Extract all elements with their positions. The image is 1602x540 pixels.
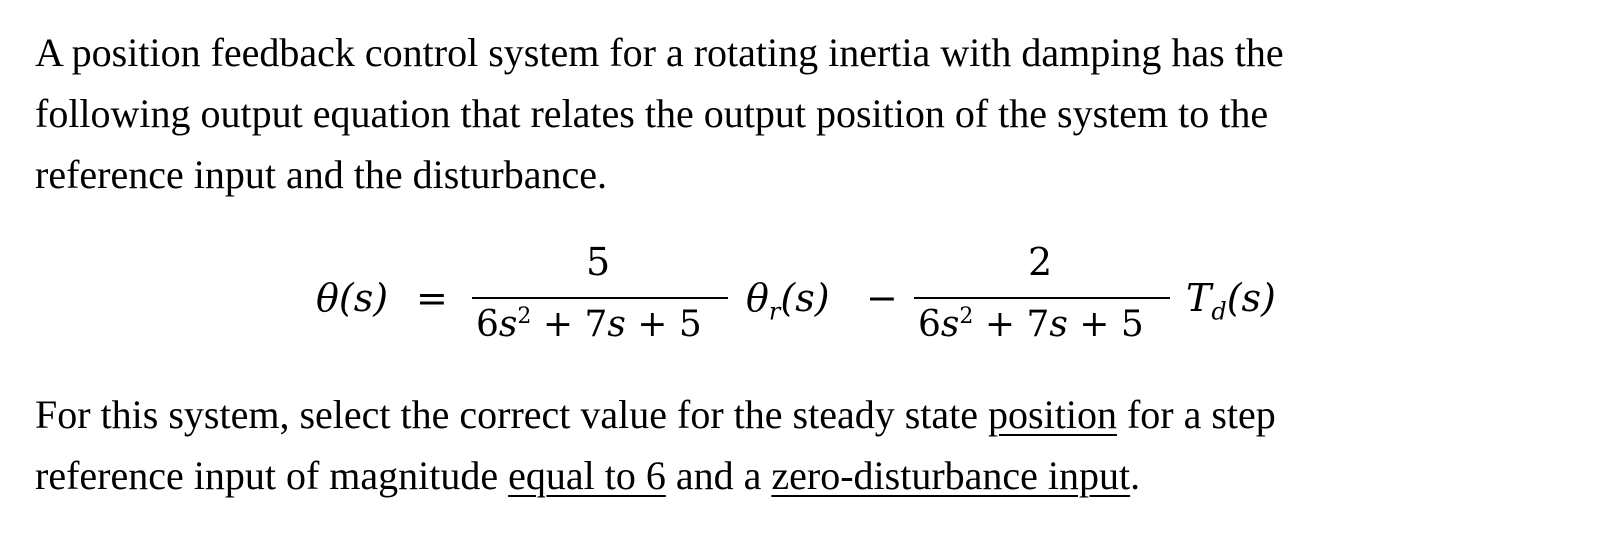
underlined-position: position <box>988 392 1117 437</box>
underlined-zero-disturbance: zero-disturbance input <box>771 453 1131 498</box>
equation-lhs: θ(s) <box>316 276 389 320</box>
underlined-equal-to-6: equal to 6 <box>508 453 666 498</box>
question-paragraph <box>35 384 1575 506</box>
intro-line-3: reference input and the disturbance. <box>35 152 607 197</box>
fraction1-numerator: 5 <box>586 240 611 284</box>
fraction1-denominator: $6s^2 + 7s + 5$ <box>476 304 702 345</box>
fraction2-denominator: $6s^2 + 7s + 5$ <box>918 304 1144 345</box>
reference-input-term: $\theta_r(s)$ <box>746 276 830 326</box>
equation-minus: − <box>866 276 898 320</box>
question-line-1: For this system, select the correct value for the steady state position for a step <box>35 392 1276 437</box>
intro-line-2: following output equation that relates the output position of the system to the <box>35 91 1269 136</box>
intro-paragraph <box>35 22 1575 205</box>
fraction2-bar <box>914 297 1170 299</box>
fraction2-numerator: 2 <box>1028 240 1053 284</box>
equation-equals: = <box>416 276 448 320</box>
fraction1-bar <box>472 297 728 299</box>
intro-line-1: A position feedback control system for a rotating inertia with damping has the <box>35 30 1284 75</box>
question-line-2: reference input of magnitude equal to 6 and a zero-disturbance input. <box>35 453 1141 498</box>
disturbance-term: $T_d(s)$ <box>1186 276 1276 326</box>
